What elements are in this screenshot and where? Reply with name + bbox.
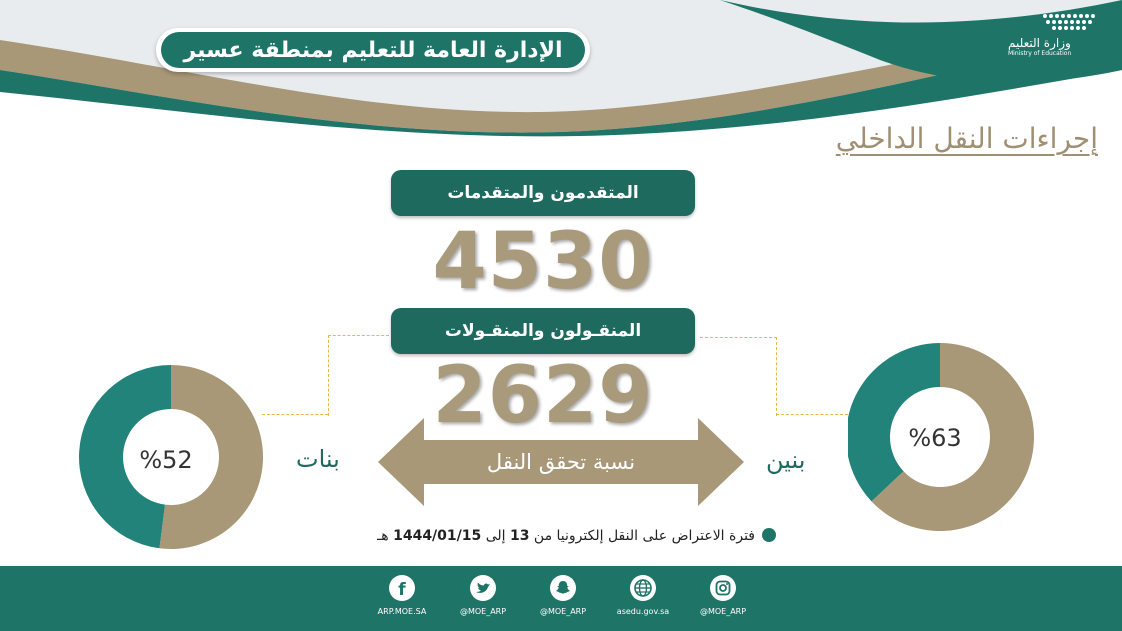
social-label: @MOE_ARP [699,607,747,616]
note-to-date: 1444/01/15 [393,528,482,544]
applicants-count: 4530 [432,217,654,307]
connector-left-foot [262,414,328,416]
page-title: الإدارة العامة للتعليم بمنطقة عسير [161,32,585,68]
ministry-name-en: Ministry of Education [1008,50,1072,57]
girls-percent: %52 [139,446,193,474]
transferred-count: 2629 [432,351,654,441]
ministry-name: وزارة التعليم [1008,36,1071,50]
note-bullet [762,528,776,542]
instagram-icon [710,575,736,601]
globe-icon [630,575,656,601]
connector-left [328,335,389,416]
facebook-icon [389,575,415,601]
note-text-2: إلى [481,528,510,544]
social-twitter[interactable] [441,575,525,616]
social-label: ARP.MOE.SA [377,607,427,616]
svg-text:f: f [398,580,406,600]
social-label: @MOE_ARP [459,607,507,616]
header-banner [156,28,590,72]
applicants-label: المتقدمون والمتقدمات [391,170,695,216]
twitter-icon [470,575,496,601]
connector-right [700,337,777,416]
girls-label: بنات [296,445,340,473]
social-snapchat[interactable] [521,575,605,616]
ministry-logo-icon [1040,10,1102,32]
rate-label: نسبة تحقق النقل [486,450,636,474]
objection-note [310,528,755,544]
social-label: @MOE_ARP [539,607,587,616]
boys-label: بنين [766,446,806,474]
section-title: إجراءات النقل الداخلي [835,122,1098,155]
snapchat-icon [550,575,576,601]
social-instagram[interactable] [681,575,765,616]
note-from: 13 [509,528,530,544]
ministry-logo [1040,10,1102,36]
note-text-1: فترة الاعتراض على النقل إلكترونيا من [529,528,755,544]
social-website[interactable] [601,575,685,616]
transferred-label: المنقـولون والمنقـولات [391,308,695,354]
note-text-3: هـ [377,528,394,544]
boys-remainder-segment [848,343,940,501]
boys-percent: %63 [908,424,962,452]
social-label: asedu.gov.sa [616,607,670,616]
connector-right-foot [776,414,848,416]
social-facebook[interactable] [360,575,444,616]
